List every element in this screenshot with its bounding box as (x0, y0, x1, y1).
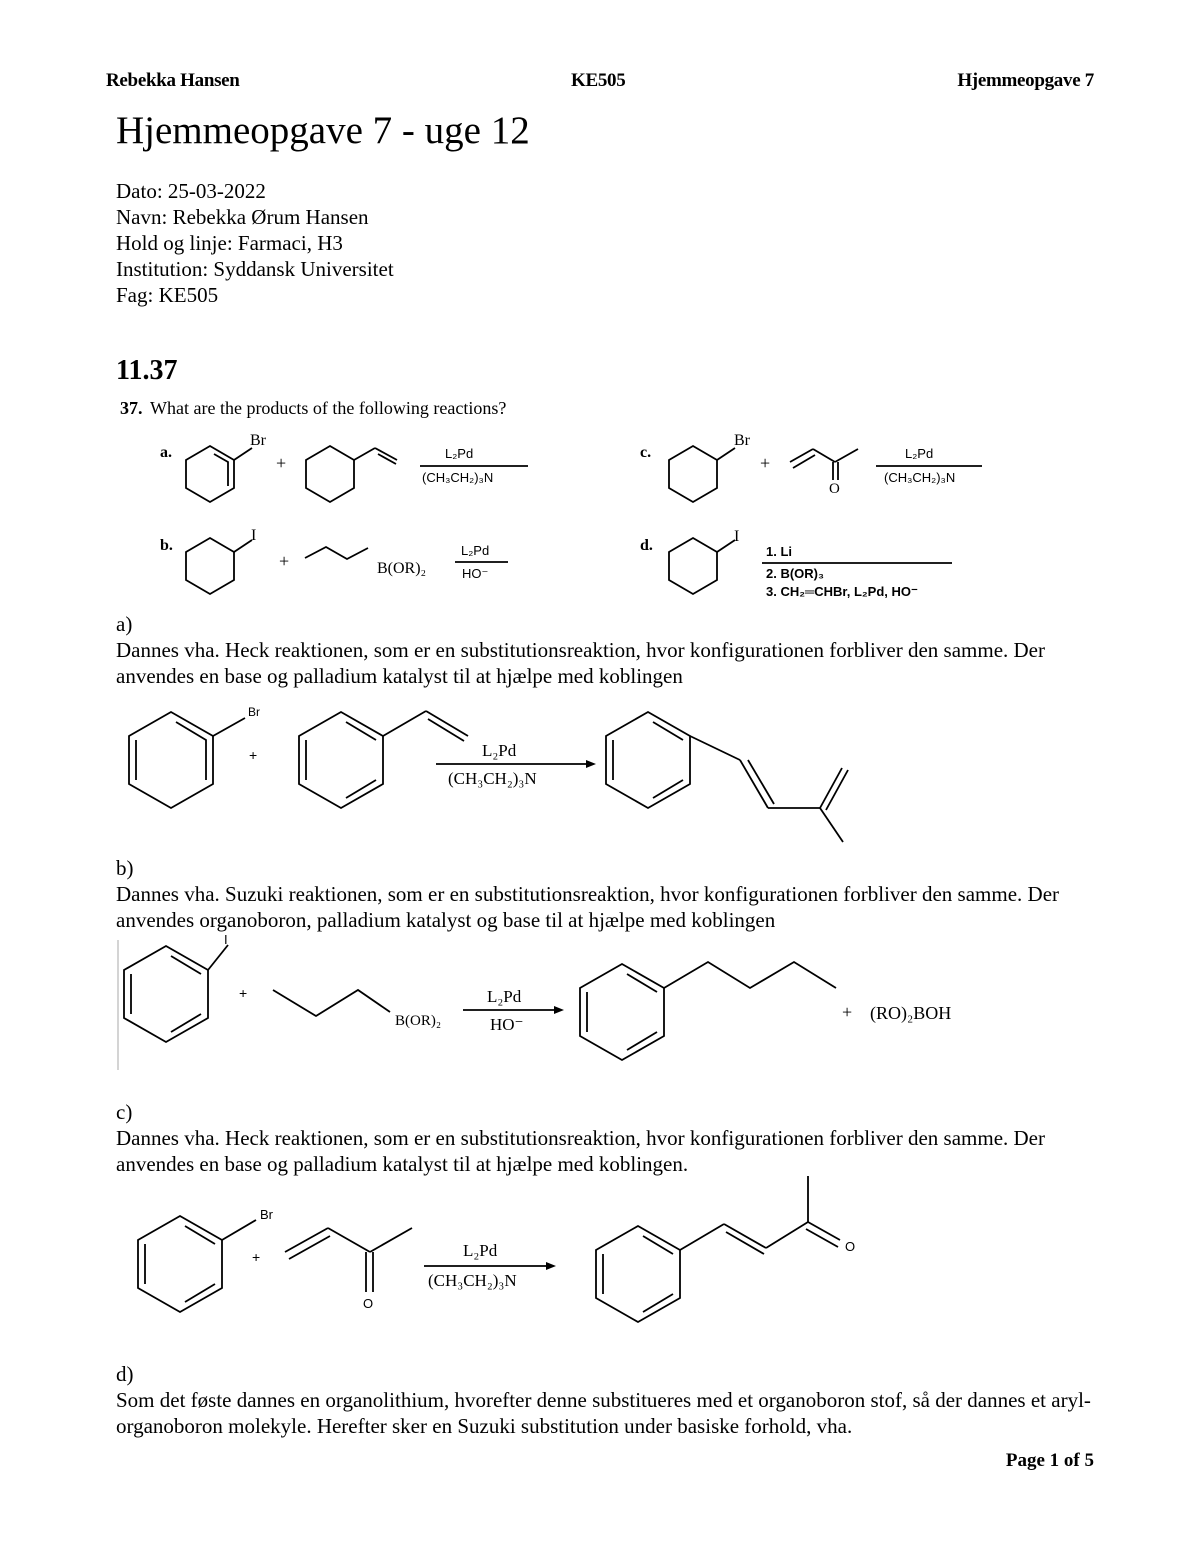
arrow-head (546, 1262, 556, 1270)
step-1: 1. Li (766, 544, 793, 559)
label-d: d. (640, 537, 653, 554)
step-3: 3. CH₂═CHBr, L₂Pd, HO⁻ (766, 584, 918, 599)
header-author: Rebekka Hansen (106, 70, 240, 91)
part-a-text: Dannes vha. Heck reaktionen, som er en substitutionsreaktion, hvor konfigurationen forbliver den samme. Der anvendes en base og palladium katalyst til at hjælpe med koblingen (116, 638, 1045, 688)
o-label: O (829, 481, 840, 497)
product-c-structure (596, 1176, 840, 1322)
part-d-text: Som det føste dannes en organolithium, hvorefter denne substitueres med et organoboron stof, så der dannes et aryl-organoboron molekyle. Herefter sker en Suzuki substitution under basiske forhold, vha. (116, 1388, 1091, 1438)
part-b-label: b) (116, 856, 134, 880)
o-label: O (845, 1239, 856, 1254)
section-number: 11.37 (116, 355, 178, 386)
byproduct-label: (RO)₂BOH (870, 1003, 952, 1023)
br-label: Br (734, 432, 750, 449)
label-b: b. (160, 537, 173, 554)
iodo-label: I (224, 932, 228, 947)
question-text: What are the products of the following reactions? (150, 398, 507, 418)
meta-team: Hold og linje: Farmaci, H3 (116, 231, 343, 255)
plus-sign: + (760, 453, 771, 473)
meta-subject: Fag: KE505 (116, 283, 219, 307)
reagent-pd: L₂Pd (905, 446, 934, 461)
bromobenzene-structure (138, 1216, 256, 1312)
br-label: Br (248, 705, 260, 719)
iodo-label: I (251, 527, 257, 544)
reagent-hydroxide: HO⁻ (462, 566, 489, 581)
part-a-label: a) (116, 612, 133, 636)
reagent-pd: L₂Pd (463, 1241, 498, 1260)
part-b-text: Dannes vha. Suzuki reaktionen, som er en substitutionsreaktion, hvor konfigurationen forbliver den samme. Der anvendes organoboron, palladium katalyst og base til at hjælpe med koblingen (116, 882, 1060, 932)
reagent-amine: (CH₃CH₂)₃N (422, 470, 494, 485)
o-label: O (363, 1296, 374, 1311)
reagent-amine: (CH₃CH₂)₃N (884, 470, 956, 485)
reagent-pd: L₂Pd (445, 446, 474, 461)
part-c-label: c) (116, 1100, 133, 1124)
iodo-label: I (734, 528, 740, 545)
boronate-label: B(OR)₂ (395, 1013, 442, 1029)
enone-structure (285, 1228, 412, 1292)
label-c: c. (640, 444, 652, 461)
header-course: KE505 (571, 70, 626, 91)
page-footer: Page 1 of 5 (1005, 1450, 1094, 1471)
meta-name: Navn: Rebekka Ørum Hansen (116, 205, 369, 229)
meta-date: Dato: 25-03-2022 (116, 179, 266, 203)
label-a: a. (160, 444, 172, 461)
plus-sign: + (249, 747, 258, 763)
step-2: 2. B(OR)₃ (766, 566, 825, 581)
page-title: Hjemmeopgave 7 - uge 12 (116, 109, 530, 152)
plus-sign: + (252, 1249, 261, 1265)
question-number: 37. (120, 398, 143, 418)
br-label: Br (250, 432, 266, 449)
reagent-pd: L₂Pd (461, 543, 490, 558)
plus-sign: + (279, 551, 290, 571)
part-c-text: Dannes vha. Heck reaktionen, som er en substitutionsreaktion, hvor konfigurationen forbliver den samme. Der anvendes en base og palladium katalyst til at hjælpe med koblingen. (116, 1126, 1045, 1176)
boronate-label: B(OR)₂ (377, 560, 427, 577)
header-assignment: Hjemmeopgave 7 (957, 70, 1094, 91)
plus-sign: + (239, 985, 248, 1001)
reagent-amine: (CH₃CH₂)₃N (448, 769, 537, 788)
reagent-pd: L₂Pd (482, 741, 517, 760)
plus-sign: + (842, 1002, 853, 1022)
reagent-amine: (CH₃CH₂)₃N (428, 1271, 517, 1290)
meta-institution: Institution: Syddansk Universitet (116, 257, 394, 281)
reagent-hydroxide: HO⁻ (490, 1015, 524, 1034)
br-label: Br (260, 1207, 273, 1222)
reagent-pd: L₂Pd (487, 987, 522, 1006)
part-d-label: d) (116, 1362, 134, 1386)
plus-sign: + (276, 453, 287, 473)
